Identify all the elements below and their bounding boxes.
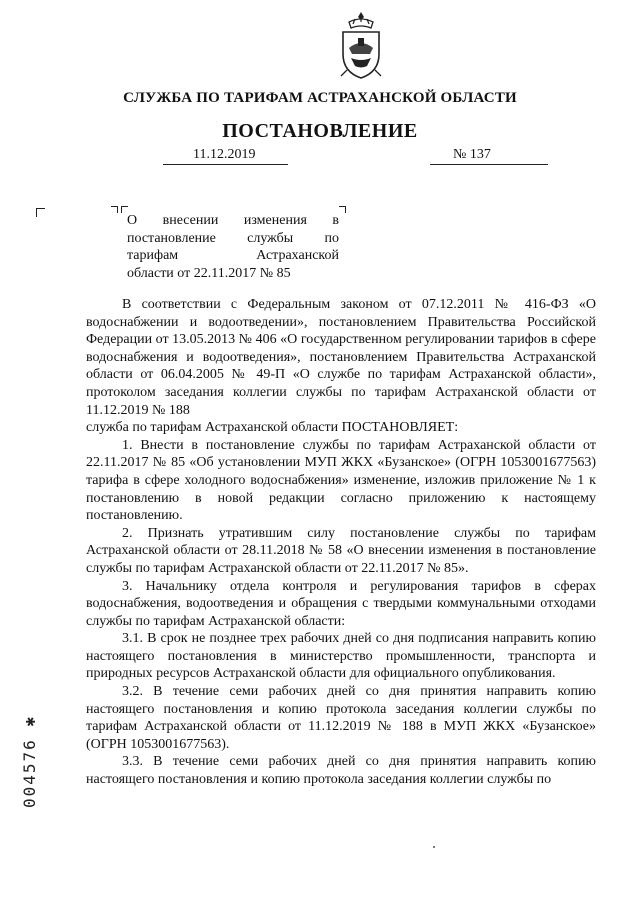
subject-line: области от 22.11.2017 № 85 (127, 265, 291, 281)
number-underline (430, 164, 548, 165)
item-2-paragraph: 2. Признать утратившим силу постановление службы по тарифам Астраханской области от 28.11.2018 № 58 «О внесении изменения в постановление службы по тарифам Астраханской области от 22.11.2017 № 85». (86, 525, 596, 576)
organization-name: СЛУЖБА ПО ТАРИФАМ АСТРАХАНСКОЙ ОБЛАСТИ (123, 90, 517, 106)
document-subject (127, 212, 339, 282)
subject-line: постановление службы по (127, 230, 339, 246)
registration-stamp: 004576 ✱ (20, 714, 39, 808)
date-underline (163, 164, 288, 165)
decree-line: служба по тарифам Астраханской области ПОСТАНОВЛЯЕТ: (86, 420, 459, 436)
scan-dot (433, 846, 435, 848)
document-date: 11.12.2019 (193, 147, 256, 162)
item-3-paragraph: 3. Начальнику отдела контроля и регулирования тарифов в сферах водоснабжения, водоотведения и обращения с твердыми коммунальными отходами службы по тарифам Астраханской области: (86, 578, 596, 629)
subject-line: О внесении изменения в (127, 213, 339, 228)
document-number: № 137 (453, 147, 491, 162)
subject-line: тарифам Астраханской (127, 248, 339, 263)
corner-mark (111, 206, 118, 213)
item-3-2-paragraph: 3.2. В течение семи рабочих дней со дня принятия направить копию настоящего постановления и копию протокола заседания коллегии службы по тарифам Астраханской области от 11.12.2019 № 188 в МУП ЖКХ «Бузанское» (ОГРН 1053001677563). (86, 684, 596, 752)
corner-mark (36, 208, 45, 217)
document-body (86, 296, 596, 789)
corner-mark (339, 206, 346, 213)
item-3-3-paragraph: 3.3. В течение семи рабочих дней со дня принятия направить копию настоящего постановления и копию протокола заседания коллегии службы по (86, 754, 596, 788)
coat-of-arms-icon (333, 10, 389, 80)
preamble-paragraph: В соответствии с Федеральным законом от 07.12.2011 № 416-ФЗ «О водоснабжении и водоотведении», постановлением Правительства Российской Федерации от 13.05.2013 № 406 «О государственном регулировании тарифов в сфере водоснабжения и водоотведения», постановлением Правительства Астраханской области от 06.04.2005 № 49-П «О службе по тарифам Астраханской области», протоколом заседания коллегии службы по тарифам Астраханской области от 11.12.2019 № 188 (86, 297, 596, 418)
item-1-paragraph: 1. Внести в постановление службы по тарифам Астраханской области от 22.11.2017 № 85 «Об установлении МУП ЖКХ «Бузанское» (ОГРН 1053001677563) тарифа в сфере холодного водоснабжения» изменение, изложив приложение № 1 к постановлению в новой редакции согласно приложению к настоящему постановлению. (86, 437, 596, 524)
item-3-1-paragraph: 3.1. В срок не позднее трех рабочих дней со дня подписания направить копию настоящего постановления в министерство промышленности, транспорта и природных ресурсов Астраханской области для официального опубликования. (86, 631, 596, 682)
document-type-title: ПОСТАНОВЛЕНИЕ (222, 120, 418, 142)
